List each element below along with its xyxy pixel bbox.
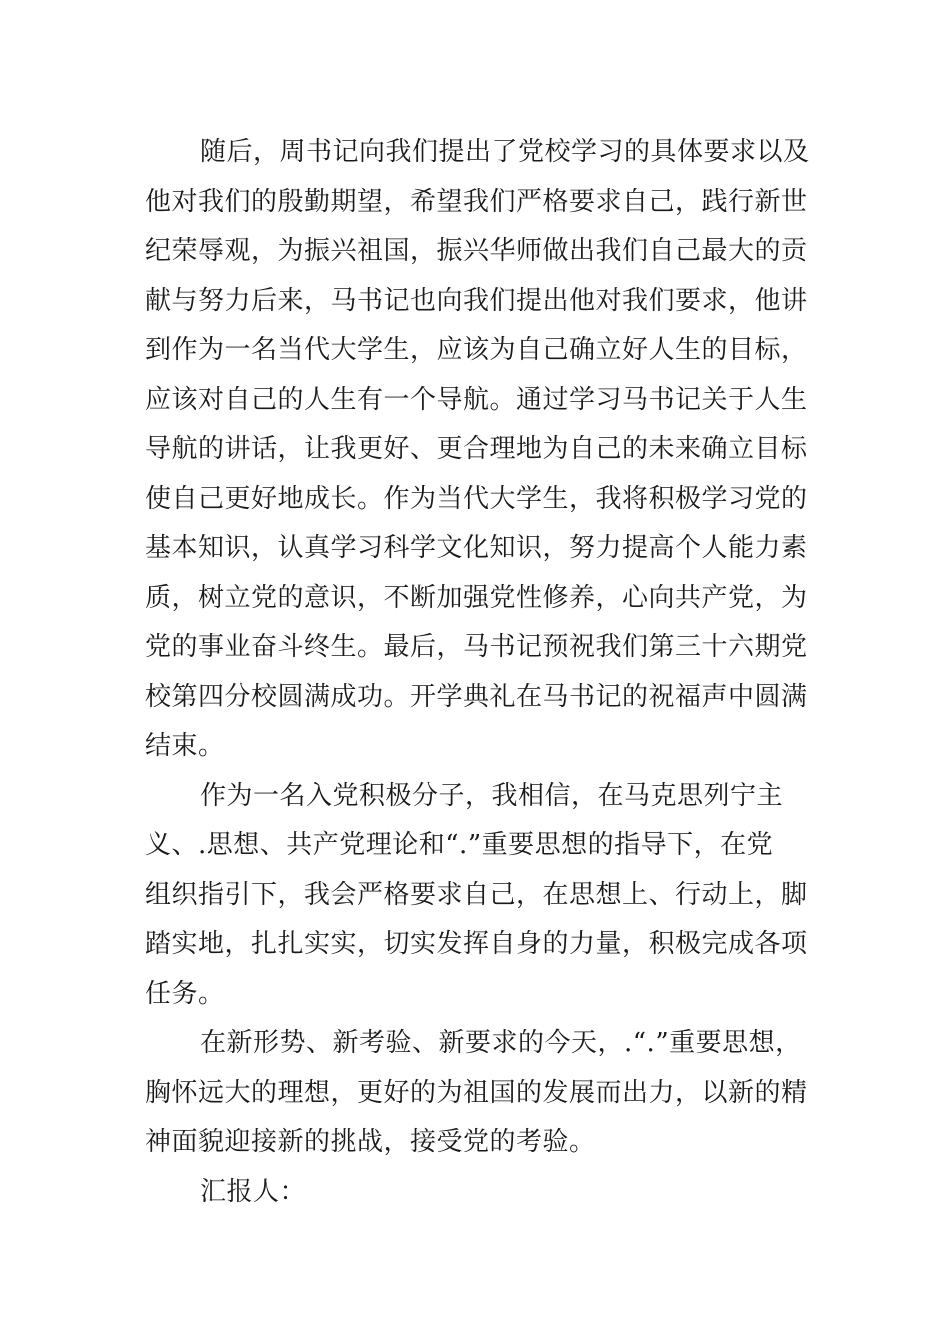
text-line: 义、.思想、共产党理论和“.”重要思想的指导下，在党 [145, 830, 774, 860]
text-line: 献与努力后来，马书记也向我们提出他对我们要求，他讲 [145, 285, 808, 316]
text-line: 在新形势、新考验、新要求的今天，.“.”重要思想， [200, 1028, 802, 1058]
text-line: 结束。 [145, 731, 225, 761]
text-line: 使自己更好地成长。作为当代大学生，我将积极学习党的 [145, 483, 808, 514]
text-line: 任务。 [145, 978, 225, 1009]
text-line: 组织指引下，我会严格要求自己，在思想上、行动上，脚 [145, 879, 808, 910]
body-text [145, 128, 810, 1217]
text-line: 纪荣辱观，为振兴祖国，振兴华师做出我们自己最大的贡 [145, 236, 808, 266]
text-line: 汇报人： [200, 1176, 307, 1207]
text-line: 应该对自己的人生有一个导航。通过学习马书记关于人生 [145, 384, 808, 415]
text-line: 神面貌迎接新的挑战，接受党的考验。 [145, 1127, 596, 1157]
text-line: 校第四分校圆满成功。开学典礼在马书记的祝福声中圆满 [145, 681, 808, 712]
text-line: 导航的讲话，让我更好、更合理地为自己的未来确立目标 [145, 434, 808, 464]
text-line: 党的事业奋斗终生。最后，马书记预祝我们第三十六期党 [145, 632, 808, 662]
text-line: 作为一名入党积极分子，我相信，在马克思列宁主 [200, 780, 784, 811]
text-line: 基本知识，认真学习科学文化知识，努力提高个人能力素 [145, 533, 808, 563]
text-line: 到作为一名当代大学生，应该为自己确立好人生的目标， [145, 335, 808, 365]
text-line: 胸怀远大的理想，更好的为祖国的发展而出力，以新的精 [145, 1077, 808, 1108]
text-line: 踏实地，扎扎实实，切实发挥自身的力量，积极完成各项 [145, 929, 808, 959]
text-line: 他对我们的殷勤期望，希望我们严格要求自己，践行新世 [145, 186, 808, 217]
text-line: 质，树立党的意识，不断加强党性修养，心向共产党，为 [145, 582, 808, 613]
text-line: 随后，周书记向我们提出了党校学习的具体要求以及 [200, 137, 810, 167]
